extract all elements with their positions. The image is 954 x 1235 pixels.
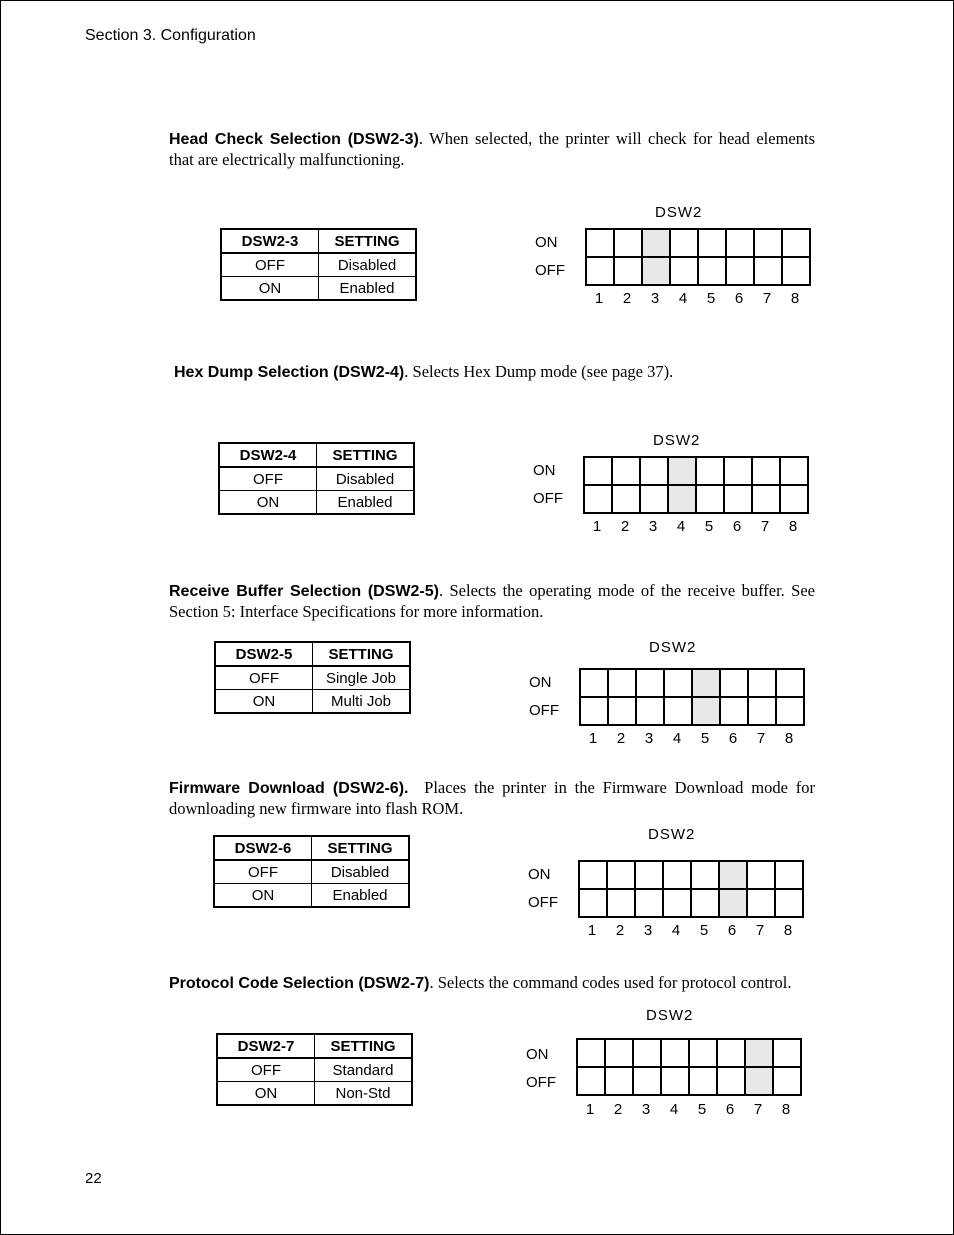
switch-cell bbox=[754, 229, 782, 257]
switch-cell bbox=[782, 229, 810, 257]
switch-cell bbox=[614, 229, 642, 257]
switch-cell bbox=[698, 229, 726, 257]
switch-cell bbox=[698, 257, 726, 285]
switch-cell bbox=[691, 861, 719, 889]
switch-number: 2 bbox=[622, 290, 632, 307]
table-cell: ON bbox=[217, 1082, 315, 1106]
switch-cell bbox=[577, 1067, 605, 1095]
table-cell: OFF bbox=[217, 1058, 315, 1082]
table-cell: Multi Job bbox=[313, 690, 411, 714]
switch-grid bbox=[585, 228, 811, 286]
switch-cell bbox=[726, 229, 754, 257]
table-row bbox=[215, 690, 410, 714]
switch-number: 8 bbox=[788, 518, 798, 535]
switch-cell bbox=[748, 669, 776, 697]
switch-number: 5 bbox=[706, 290, 716, 307]
off-label: OFF bbox=[535, 262, 565, 279]
switch-number: 8 bbox=[784, 730, 794, 747]
switch-cell bbox=[719, 889, 747, 917]
switch-number: 7 bbox=[760, 518, 770, 535]
switch-number: 3 bbox=[644, 730, 654, 747]
switch-cell bbox=[670, 257, 698, 285]
switch-cell bbox=[633, 1067, 661, 1095]
receive-buffer-paragraph bbox=[169, 581, 815, 622]
switch-cell bbox=[663, 889, 691, 917]
table-header-switch: DSW2-5 bbox=[215, 642, 313, 666]
switch-number: 8 bbox=[790, 290, 800, 307]
switch-cell bbox=[640, 457, 668, 485]
switch-number: 4 bbox=[671, 922, 681, 939]
switch-cell bbox=[642, 257, 670, 285]
switch-cell bbox=[720, 669, 748, 697]
switch-cell bbox=[692, 697, 720, 725]
switch-cell bbox=[747, 861, 775, 889]
switch-cell bbox=[726, 257, 754, 285]
protocol-code-paragraph bbox=[169, 973, 815, 994]
on-label: ON bbox=[533, 462, 556, 479]
hex-dump-paragraph bbox=[174, 362, 820, 383]
table-cell: Enabled bbox=[319, 277, 417, 301]
switch-cell bbox=[776, 669, 804, 697]
switch-cell bbox=[605, 1067, 633, 1095]
switch-number: 5 bbox=[699, 922, 709, 939]
switch-number: 5 bbox=[697, 1101, 707, 1118]
switch-cell bbox=[664, 697, 692, 725]
switch-cell bbox=[752, 485, 780, 513]
switch-cell bbox=[720, 697, 748, 725]
dip-switch-diagram bbox=[533, 432, 813, 552]
switch-number: 1 bbox=[592, 518, 602, 535]
switch-number: 1 bbox=[585, 1101, 595, 1118]
switch-grid bbox=[576, 1038, 802, 1096]
table-header-setting: SETTING bbox=[313, 642, 411, 666]
switch-number: 7 bbox=[755, 922, 765, 939]
table-cell: OFF bbox=[219, 467, 317, 491]
switch-grid bbox=[583, 456, 809, 514]
switch-cell bbox=[717, 1067, 745, 1095]
switch-cell bbox=[775, 889, 803, 917]
switch-cell bbox=[748, 697, 776, 725]
section-title: Hex Dump Selection (DSW2-4) bbox=[174, 364, 405, 381]
switch-number: 1 bbox=[594, 290, 604, 307]
switch-cell bbox=[780, 485, 808, 513]
switch-number: 8 bbox=[783, 922, 793, 939]
page-number: 22 bbox=[85, 1170, 102, 1187]
table-cell: ON bbox=[214, 884, 312, 908]
switch-number: 4 bbox=[672, 730, 682, 747]
off-label: OFF bbox=[533, 490, 563, 507]
switch-numbers bbox=[576, 1101, 800, 1118]
switch-cell bbox=[636, 697, 664, 725]
switch-cell bbox=[773, 1039, 801, 1067]
head-check-paragraph bbox=[169, 129, 815, 170]
table-header-setting: SETTING bbox=[317, 443, 415, 467]
table-header-setting: SETTING bbox=[319, 229, 417, 253]
switch-cell bbox=[586, 229, 614, 257]
table-cell: ON bbox=[221, 277, 319, 301]
switch-number: 5 bbox=[704, 518, 714, 535]
switch-cell bbox=[696, 457, 724, 485]
switch-cell bbox=[635, 889, 663, 917]
section-text: . When selected, the printer will check for head elements that are electrically malfunctioning. bbox=[169, 129, 815, 169]
table-header-switch: DSW2-4 bbox=[219, 443, 317, 467]
switch-cell bbox=[640, 485, 668, 513]
switch-number: 7 bbox=[756, 730, 766, 747]
diagram-title: DSW2 bbox=[653, 432, 701, 449]
switch-cell bbox=[689, 1039, 717, 1067]
switch-cell bbox=[745, 1067, 773, 1095]
table-row bbox=[221, 253, 416, 277]
switch-number: 3 bbox=[643, 922, 653, 939]
switch-cell bbox=[636, 669, 664, 697]
table-header-switch: DSW2-3 bbox=[221, 229, 319, 253]
switch-cell bbox=[776, 697, 804, 725]
switch-cell bbox=[605, 1039, 633, 1067]
off-label: OFF bbox=[529, 702, 559, 719]
dip-switch-diagram bbox=[526, 1007, 806, 1127]
table-header-switch: DSW2-7 bbox=[217, 1034, 315, 1058]
table-row bbox=[217, 1058, 412, 1082]
settings-table bbox=[220, 228, 417, 301]
section-title: Firmware Download (DSW2-6). bbox=[169, 780, 409, 797]
table-row bbox=[221, 277, 416, 301]
on-label: ON bbox=[529, 674, 552, 691]
switch-cell bbox=[668, 457, 696, 485]
table-cell: Single Job bbox=[313, 666, 411, 690]
switch-cell bbox=[580, 669, 608, 697]
switch-numbers bbox=[579, 730, 803, 747]
switch-grid bbox=[579, 668, 805, 726]
switch-number: 4 bbox=[678, 290, 688, 307]
table-cell: ON bbox=[215, 690, 313, 714]
switch-cell bbox=[607, 861, 635, 889]
switch-cell bbox=[773, 1067, 801, 1095]
table-cell: Standard bbox=[315, 1058, 413, 1082]
diagram-title: DSW2 bbox=[646, 1007, 694, 1024]
switch-number: 7 bbox=[762, 290, 772, 307]
switch-cell bbox=[692, 669, 720, 697]
section-text: . Selects Hex Dump mode (see page 37). bbox=[404, 362, 674, 381]
switch-cell bbox=[579, 861, 607, 889]
settings-table bbox=[216, 1033, 413, 1106]
section-title: Head Check Selection (DSW2-3) bbox=[169, 131, 419, 148]
table-cell: Enabled bbox=[312, 884, 410, 908]
off-label: OFF bbox=[528, 894, 558, 911]
section-text: . Selects the command codes used for protocol control. bbox=[429, 973, 792, 992]
switch-cell bbox=[612, 485, 640, 513]
switch-number: 2 bbox=[620, 518, 630, 535]
diagram-title: DSW2 bbox=[648, 826, 696, 843]
switch-cell bbox=[586, 257, 614, 285]
switch-number: 5 bbox=[700, 730, 710, 747]
switch-number: 6 bbox=[732, 518, 742, 535]
switch-cell bbox=[580, 697, 608, 725]
switch-cell bbox=[661, 1067, 689, 1095]
settings-table bbox=[218, 442, 415, 515]
table-header-setting: SETTING bbox=[315, 1034, 413, 1058]
section-text: Places the printer in the Firmware Download mode for downloading new firmware into flash ROM. bbox=[169, 778, 820, 818]
on-label: ON bbox=[535, 234, 558, 251]
switch-cell bbox=[633, 1039, 661, 1067]
switch-cell bbox=[635, 861, 663, 889]
switch-cell bbox=[577, 1039, 605, 1067]
switch-cell bbox=[608, 697, 636, 725]
switch-number: 7 bbox=[753, 1101, 763, 1118]
section-title: Receive Buffer Selection (DSW2-5) bbox=[169, 583, 439, 600]
switch-numbers bbox=[585, 290, 809, 307]
switch-cell bbox=[642, 229, 670, 257]
table-row bbox=[217, 1082, 412, 1106]
switch-number: 6 bbox=[734, 290, 744, 307]
table-cell: Disabled bbox=[319, 253, 417, 277]
table-cell: ON bbox=[219, 491, 317, 515]
switch-cell bbox=[782, 257, 810, 285]
switch-cell bbox=[614, 257, 642, 285]
switch-cell bbox=[747, 889, 775, 917]
firmware-download-paragraph bbox=[169, 778, 820, 819]
table-cell: Disabled bbox=[312, 860, 410, 884]
switch-number: 8 bbox=[781, 1101, 791, 1118]
table-header-switch: DSW2-6 bbox=[214, 836, 312, 860]
switch-cell bbox=[691, 889, 719, 917]
diagram-title: DSW2 bbox=[649, 639, 697, 656]
table-cell: Disabled bbox=[317, 467, 415, 491]
switch-numbers bbox=[583, 518, 807, 535]
section-text: . Selects the operating mode of the receive buffer. See Section 5: Interface Specifications for more information. bbox=[169, 581, 815, 621]
switch-cell bbox=[754, 257, 782, 285]
switch-cell bbox=[780, 457, 808, 485]
switch-cell bbox=[584, 485, 612, 513]
section-header: Section 3. Configuration bbox=[85, 27, 256, 44]
diagram-title: DSW2 bbox=[655, 204, 703, 221]
dip-switch-diagram bbox=[528, 826, 808, 946]
table-header-setting: SETTING bbox=[312, 836, 410, 860]
switch-number: 3 bbox=[648, 518, 658, 535]
switch-number: 6 bbox=[727, 922, 737, 939]
switch-cell bbox=[579, 889, 607, 917]
switch-number: 6 bbox=[725, 1101, 735, 1118]
off-label: OFF bbox=[526, 1074, 556, 1091]
section-title: Protocol Code Selection (DSW2-7) bbox=[169, 975, 430, 992]
on-label: ON bbox=[526, 1046, 549, 1063]
switch-number: 4 bbox=[676, 518, 686, 535]
switch-cell bbox=[607, 889, 635, 917]
table-row bbox=[214, 884, 409, 908]
switch-cell bbox=[668, 485, 696, 513]
switch-cell bbox=[670, 229, 698, 257]
dip-switch-diagram bbox=[535, 204, 815, 324]
table-cell: Enabled bbox=[317, 491, 415, 515]
switch-number: 2 bbox=[613, 1101, 623, 1118]
switch-cell bbox=[724, 485, 752, 513]
on-label: ON bbox=[528, 866, 551, 883]
table-cell: Non-Std bbox=[315, 1082, 413, 1106]
switch-number: 6 bbox=[728, 730, 738, 747]
switch-cell bbox=[775, 861, 803, 889]
table-row bbox=[219, 491, 414, 515]
switch-cell bbox=[608, 669, 636, 697]
table-row bbox=[215, 666, 410, 690]
switch-number: 3 bbox=[650, 290, 660, 307]
table-row bbox=[219, 467, 414, 491]
switch-cell bbox=[661, 1039, 689, 1067]
switch-cell bbox=[717, 1039, 745, 1067]
table-row bbox=[214, 860, 409, 884]
switch-numbers bbox=[578, 922, 802, 939]
switch-cell bbox=[752, 457, 780, 485]
table-cell: OFF bbox=[215, 666, 313, 690]
switch-number: 2 bbox=[615, 922, 625, 939]
switch-number: 1 bbox=[588, 730, 598, 747]
switch-cell bbox=[696, 485, 724, 513]
switch-number: 2 bbox=[616, 730, 626, 747]
switch-cell bbox=[584, 457, 612, 485]
switch-cell bbox=[745, 1039, 773, 1067]
switch-number: 1 bbox=[587, 922, 597, 939]
switch-cell bbox=[664, 669, 692, 697]
dip-switch-diagram bbox=[529, 639, 809, 759]
switch-grid bbox=[578, 860, 804, 918]
settings-table bbox=[214, 641, 411, 714]
switch-cell bbox=[724, 457, 752, 485]
switch-number: 4 bbox=[669, 1101, 679, 1118]
table-cell: OFF bbox=[221, 253, 319, 277]
settings-table bbox=[213, 835, 410, 908]
switch-cell bbox=[612, 457, 640, 485]
switch-number: 3 bbox=[641, 1101, 651, 1118]
table-cell: OFF bbox=[214, 860, 312, 884]
switch-cell bbox=[663, 861, 691, 889]
switch-cell bbox=[689, 1067, 717, 1095]
switch-cell bbox=[719, 861, 747, 889]
